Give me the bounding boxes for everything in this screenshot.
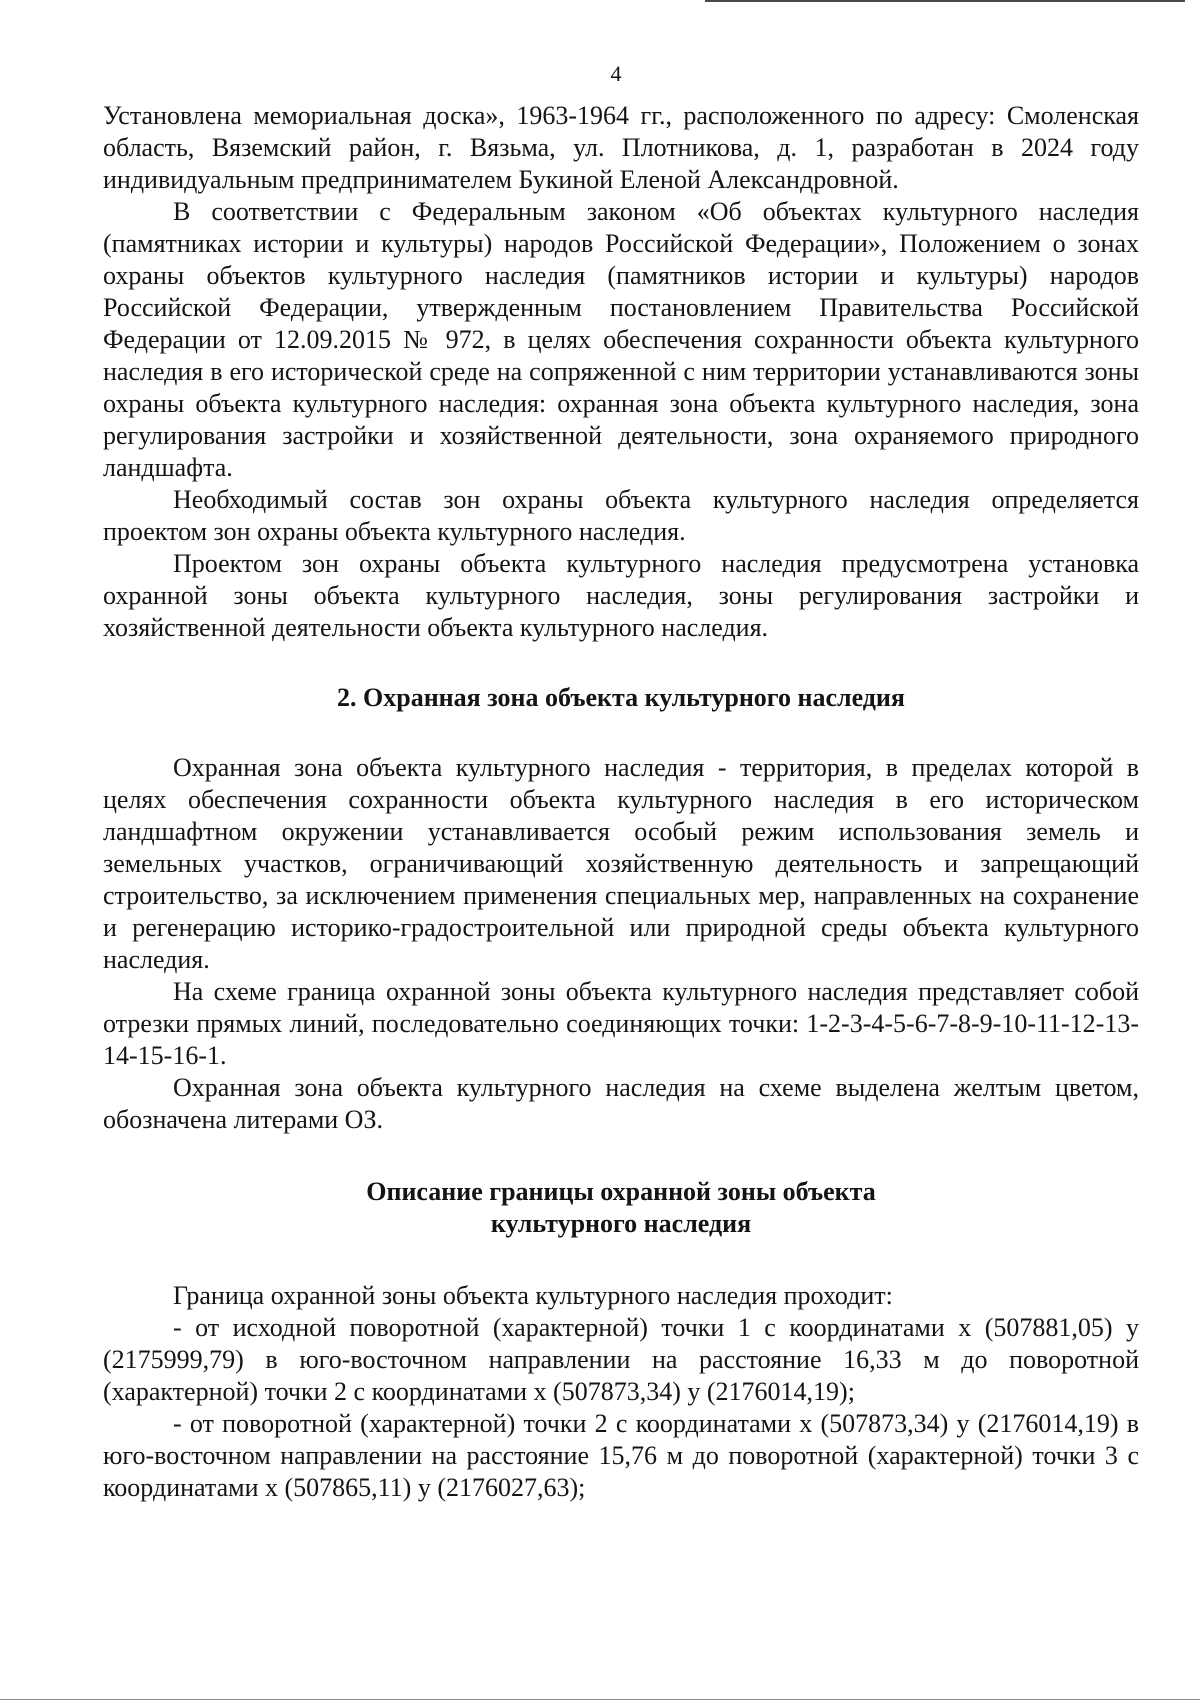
intro-paragraph-3: Необходимый состав зон охраны объекта культурного наследия определяется проектом зон охраны объекта культурного наследия.	[103, 485, 1139, 546]
document-page	[103, 60, 1139, 1504]
scan-edge-bottom	[0, 1699, 1200, 1700]
boundary-heading-line-2: культурного наследия	[490, 1209, 752, 1238]
boundary-item-1: - от исходной поворотной (характерной) точки 1 с координатами х (507881,05) у (2175999,79) в юго-восточном направлении на расстояние 16,33 м до поворотной (характерной) точки 2 с координатами х (507873,34) у (2176014,19);	[103, 1313, 1139, 1406]
section-2-paragraph-2: На схеме граница охранной зоны объекта культурного наследия представляет собой отрезки прямых линий, последовательно соединяющих точки: 1-2-3-4-5-6-7-8-9-10-11-12-13-14-15-16-1.	[103, 977, 1139, 1070]
page-number: 4	[610, 61, 622, 86]
section-2-heading: 2. Охранная зона объекта культурного наследия	[337, 683, 905, 712]
boundary-heading-line-1: Описание границы охранной зоны объекта	[366, 1177, 876, 1206]
section-2-paragraph-1: Охранная зона объекта культурного наследия - территория, в пределах которой в целях обеспечения сохранности объекта культурного наследия в его историческом ландшафтном окружении устанавливается особый режим использования земель и земельных участков, ограничивающий хозяйственную деятельность и запрещающий строительство, за исключением применения специальных мер, направленных на сохранение и регенерацию историко-градостроительной или природной среды объекта культурного наследия.	[103, 753, 1139, 974]
boundary-intro: Граница охранной зоны объекта культурного наследия проходит:	[173, 1281, 893, 1310]
intro-paragraph-4: Проектом зон охраны объекта культурного наследия предусмотрена установка охранной зоны объекта культурного наследия, зоны регулирования застройки и хозяйственной деятельности объекта культурного наследия.	[103, 549, 1139, 642]
intro-paragraph-1: Установлена мемориальная доска», 1963-1964 гг., расположенного по адресу: Смоленская область, Вяземский район, г. Вязьма, ул. Плотникова, д. 1, разработан в 2024 году индивидуальным предпринимателем Букиной Еленой Александровной.	[103, 101, 1139, 194]
boundary-item-2: - от поворотной (характерной) точки 2 с координатами х (507873,34) у (2176014,19) в юго-восточном направлении на расстояние 15,76 м до поворотной (характерной) точки 3 с координатами х (507865,11) у (2176027,63);	[103, 1409, 1139, 1502]
scan-edge-top	[705, 0, 1185, 2]
intro-paragraph-2: В соответствии с Федеральным законом «Об объектах культурного наследия (памятниках истории и культуры) народов Российской Федерации», Положением о зонах охраны объектов культурного наследия (памятников истории и культуры) народов Российской Федерации, утвержденным постановлением Правительства Российской Федерации от 12.09.2015 № 972, в целях обеспечения сохранности объекта культурного наследия в его исторической среде на сопряженной с ним территории устанавливаются зоны охраны объекта культурного наследия: охранная зона объекта культурного наследия, зона регулирования застройки и хозяйственной деятельности, зона охраняемого природного ландшафта.	[103, 197, 1139, 482]
section-2-paragraph-3: Охранная зона объекта культурного наследия на схеме выделена желтым цветом, обозначена литерами ОЗ.	[103, 1073, 1139, 1134]
